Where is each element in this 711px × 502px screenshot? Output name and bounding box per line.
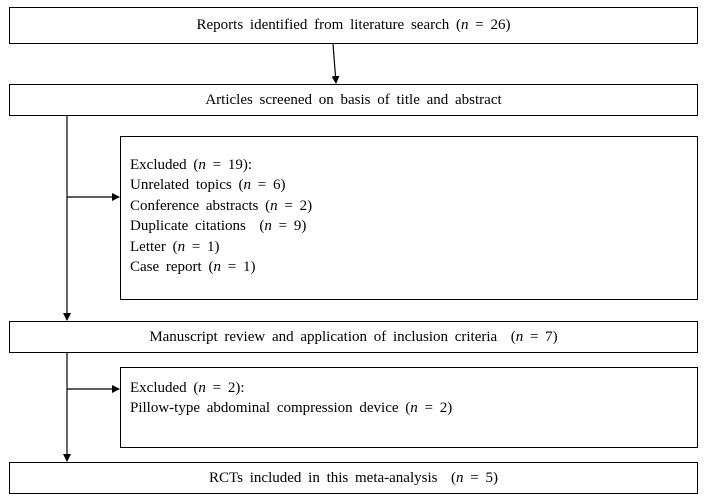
arrow-identified-to-screened — [333, 44, 336, 83]
review-box: Manuscript review and application of inclusion criteria ( n = 7 ) — [9, 321, 698, 353]
screened-box — [9, 84, 698, 116]
excluded-2-count: 2 — [227, 380, 236, 396]
excluded-box-1 — [120, 136, 698, 300]
list-item: Case report (n = 1) — [130, 259, 256, 276]
excluded-1-list — [130, 155, 312, 277]
identified-count: 26 — [490, 17, 506, 33]
list-item: Letter (n = 1) — [130, 238, 220, 255]
included-count: 5 — [485, 469, 493, 486]
excluded-2-header: Excluded (n = 2): — [130, 380, 245, 396]
included-box: RCTs included in this meta-analysis ( n = 5 ) — [9, 462, 698, 494]
list-item: Unrelated topics (n = 6) — [130, 177, 286, 194]
screened-label: Articles screened on basis of title and abstract — [205, 91, 502, 108]
excluded-1-count: 19 — [227, 157, 243, 173]
n-symbol: n — [461, 17, 469, 33]
list-item: Conference abstracts (n = 2) — [130, 197, 313, 214]
identified-label: Reports identified from literature search — [196, 17, 450, 33]
identified-box: Reports identified from literature search ( n = 26 ) — [9, 7, 698, 44]
excluded-2-list — [130, 378, 452, 419]
excluded-box-2 — [120, 367, 698, 448]
included-label: RCTs included in this meta-analysis — [209, 469, 438, 486]
excluded-1-header: Excluded (n = 19): — [130, 157, 253, 173]
list-item: Duplicate citations (n = 9) — [130, 218, 307, 235]
review-label: Manuscript review and application of inclusion criteria — [149, 328, 498, 345]
review-count: 7 — [545, 328, 553, 345]
list-item: Pillow-type abdominal compression device (n = 2) — [130, 400, 453, 417]
